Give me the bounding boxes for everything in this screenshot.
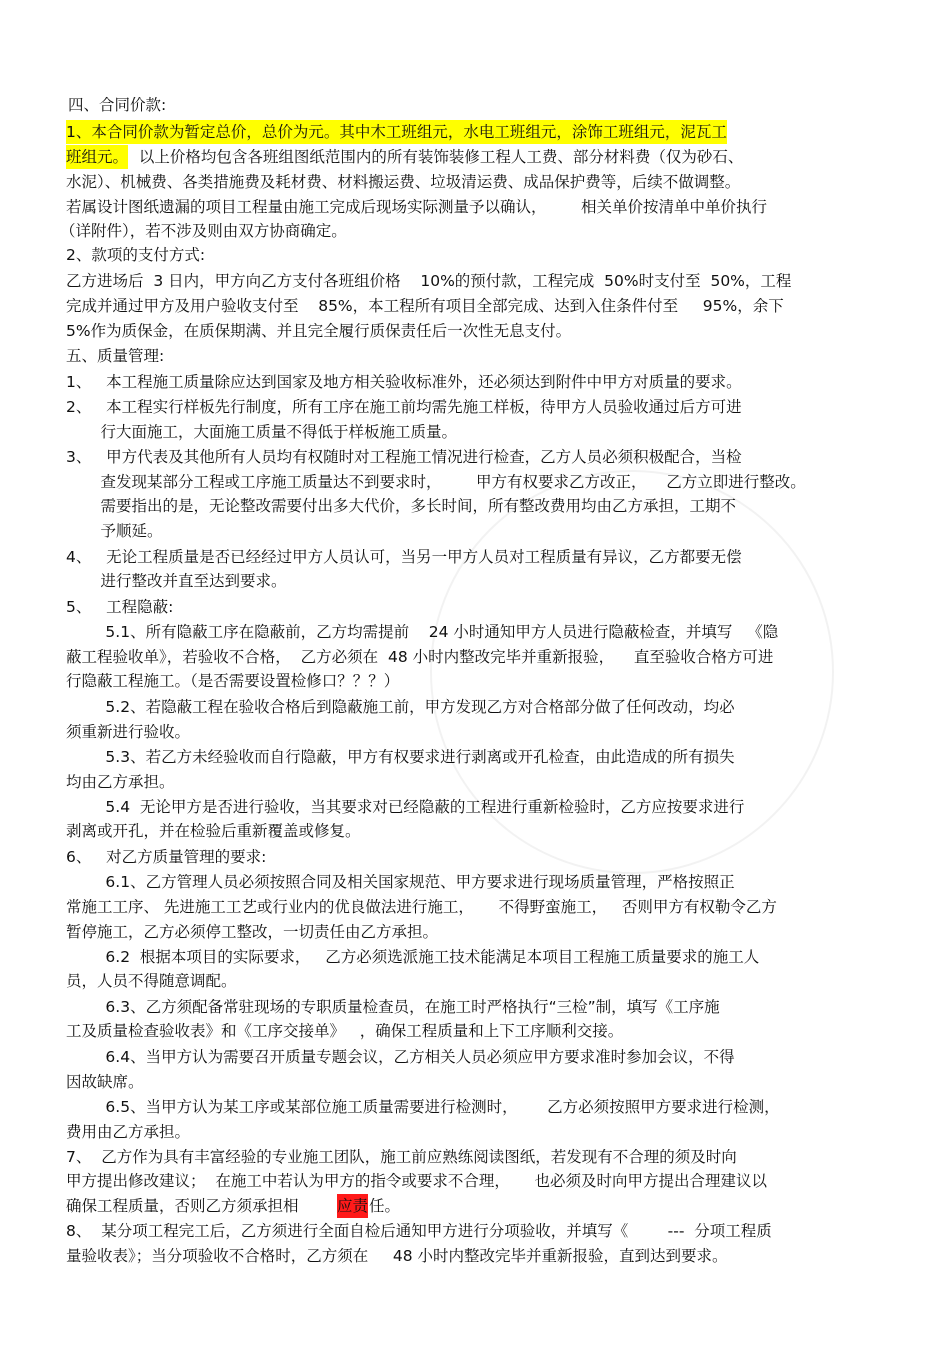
quality-item-3-line-4: 予顺延。	[66, 522, 163, 540]
quality-item-2-line-1: 2、 本工程实行样板先行制度，所有工序在施工前均需先施工样板，待甲方人员验收通过后方可进	[66, 398, 742, 416]
quality-item-8-line-1: 8、 某分项工程完工后，乙方须进行全面自检后通知甲方进行分项验收，并填写《 --- 分项工程质	[66, 1222, 772, 1240]
quality-item-5-heading: 5、 工程隐蔽:	[66, 598, 174, 616]
price-line-4: 若属设计图纸遗漏的项目工程量由施工完成后现场实际测量予以确认， 相关单价按清单中单价执行	[66, 198, 767, 216]
clause-6-4-line-2: 因故缺席。	[66, 1073, 144, 1091]
clause-5-2-line-2: 须重新进行验收。	[66, 723, 191, 741]
clause-6-1-line-1: 6.1、乙方管理人员必须按照合同及相关国家规范、甲方要求进行现场质量管理，严格按照正	[66, 873, 735, 891]
clause-6-3-line-1: 6.3、乙方须配备常驻现场的专职质量检查员，在施工时严格执行“三检”制，填写《工序施	[66, 998, 720, 1016]
clause-5-4-line-1: 5.4 无论甲方是否进行验收，当其要求对已经隐蔽的工程进行重新检验时，乙方应按要求进行	[66, 798, 745, 816]
clause-6-1-line-2: 常施工工序、 先进施工工艺或行业内的优良做法进行施工， 不得野蛮施工， 否则甲方有权勒令乙方	[66, 898, 777, 916]
payment-line-1: 乙方进场后 3 日内，甲方向乙方支付各班组价格 10%的预付款，工程完成 50%时支付至 50%，工程	[66, 272, 792, 290]
quality-item-3-line-1: 3、 甲方代表及其他所有人员均有权随时对工程施工情况进行检查，乙方人员必须积极配合，当检	[66, 448, 742, 466]
section-4-heading: 四、合同价款:	[68, 96, 167, 114]
clause-5-1-line-1: 5.1、所有隐蔽工序在隐蔽前，乙方均需提前 24 小时通知甲方人员进行隐蔽检查，并填写 《隐	[66, 623, 779, 641]
payment-line-3: 5%作为质保金，在质保期满、并且完全履行质保责任后一次性无息支付。	[66, 322, 572, 340]
price-line-1: 1、本合同价款为暂定总价，总价为元。其中木工班组元，水电工班组元，涂饰工班组元，泥瓦工	[66, 120, 727, 144]
clause-5-1-line-2: 蔽工程验收单》，若验收不合格， 乙方必须在 48 小时内整改完毕并重新报验， 直至验收合格方可进	[66, 648, 774, 666]
quality-item-8-line-2: 量验收表》；当分项验收不合格时，乙方须在 48 小时内整改完毕并重新报验，直到达到要求。	[66, 1247, 728, 1265]
quality-item-3-line-3: 需要指出的是，无论整改需要付出多大代价，多长时间，所有整改费用均由乙方承担，工期不	[66, 497, 736, 515]
payment-line-2: 完成并通过甲方及用户验收支付至 85%，本工程所有项目全部完成、达到入住条件付至 95%，余下	[66, 297, 784, 315]
price-line-5: （详附件），若不涉及则由双方协商确定。	[60, 222, 347, 240]
quality-item-7-line-1: 7、 乙方作为具有丰富经验的专业施工团队，施工前应熟练阅读图纸，若发现有不合理的须及时向	[66, 1148, 737, 1166]
section-5-heading: 五、质量管理:	[66, 347, 165, 365]
price-line-3: 水泥）、机械费、各类措施费及耗材费、材料搬运费、垃圾清运费、成品保护费等，后续不做调整。	[66, 173, 741, 191]
price-line-2: 班组元。	[66, 145, 128, 169]
quality-item-3-line-2: 查发现某部分工程或工序施工质量达不到要求时， 甲方有权要求乙方改正， 乙方立即进行整改。	[66, 473, 806, 491]
clause-5-3-line-2: 均由乙方承担。	[66, 773, 175, 791]
clause-6-5-line-2: 费用由乙方承担。	[66, 1123, 191, 1141]
clause-6-2-line-1: 6.2 根据本项目的实际要求， 乙方必须选派施工技术能满足本项目工程施工质量要求的施工人	[66, 948, 760, 966]
quality-item-7-line-3: 确保工程质量，否则乙方须承担相	[66, 1197, 299, 1215]
quality-item-6-heading: 6、 对乙方质量管理的要求:	[66, 848, 267, 866]
clause-5-1-line-3: 行隐蔽工程施工。（是否需要设置检修口？？？）	[66, 672, 400, 690]
clause-6-3-line-2: 工及质量检查验收表》和《工序交接单》 ，确保工程质量和上下工序顺利交接。	[66, 1022, 624, 1040]
clause-6-2-line-2: 员，人员不得随意调配。	[66, 972, 237, 990]
clause-6-1-line-3: 暂停施工，乙方必须停工整改，一切责任由乙方承担。	[66, 923, 439, 941]
quality-item-4-line-2: 进行整改并直至达到要求。	[66, 572, 287, 590]
clause-6-5-line-1: 6.5、当甲方认为某工序或某部位施工质量需要进行检测时， 乙方必须按照甲方要求进行检测，	[66, 1098, 780, 1116]
payment-heading: 2、款项的支付方式:	[66, 246, 206, 264]
clause-5-4-line-2: 剥离或开孔，并在检验后重新覆盖或修复。	[66, 822, 361, 840]
quality-item-1: 1、 本工程施工质量除应达到国家及地方相关验收标准外，还必须达到附件中甲方对质量的要求。	[66, 373, 742, 391]
quality-item-7-line-3-end: 任。	[369, 1197, 401, 1215]
quality-item-4-line-1: 4、 无论工程质量是否已经经过甲方人员认可，当另一甲方人员对工程质量有异议，乙方都要无偿	[66, 548, 742, 566]
clause-5-3-line-1: 5.3、若乙方未经验收而自行隐蔽，甲方有权要求进行剥离或开孔检查，由此造成的所有损失	[66, 748, 735, 766]
clause-5-2-line-1: 5.2、若隐蔽工程在验收合格后到隐蔽施工前，甲方发现乙方对合格部分做了任何改动，均必	[66, 698, 735, 716]
highlighted-word: 应责	[337, 1194, 368, 1218]
clause-6-4-line-1: 6.4、当甲方认为需要召开质量专题会议，乙方相关人员必须应甲方要求准时参加会议，不得	[66, 1048, 735, 1066]
quality-item-2-line-2: 行大面施工，大面施工质量不得低于样板施工质量。	[66, 423, 457, 441]
quality-item-7-line-2: 甲方提出修改建议； 在施工中若认为甲方的指令或要求不合理， 也必须及时向甲方提出合理建议以	[66, 1172, 767, 1190]
price-line-2-rest: 以上价格均包含各班组图纸范围内的所有装饰装修工程人工费、部分材料费（仅为砂石、	[134, 148, 744, 166]
